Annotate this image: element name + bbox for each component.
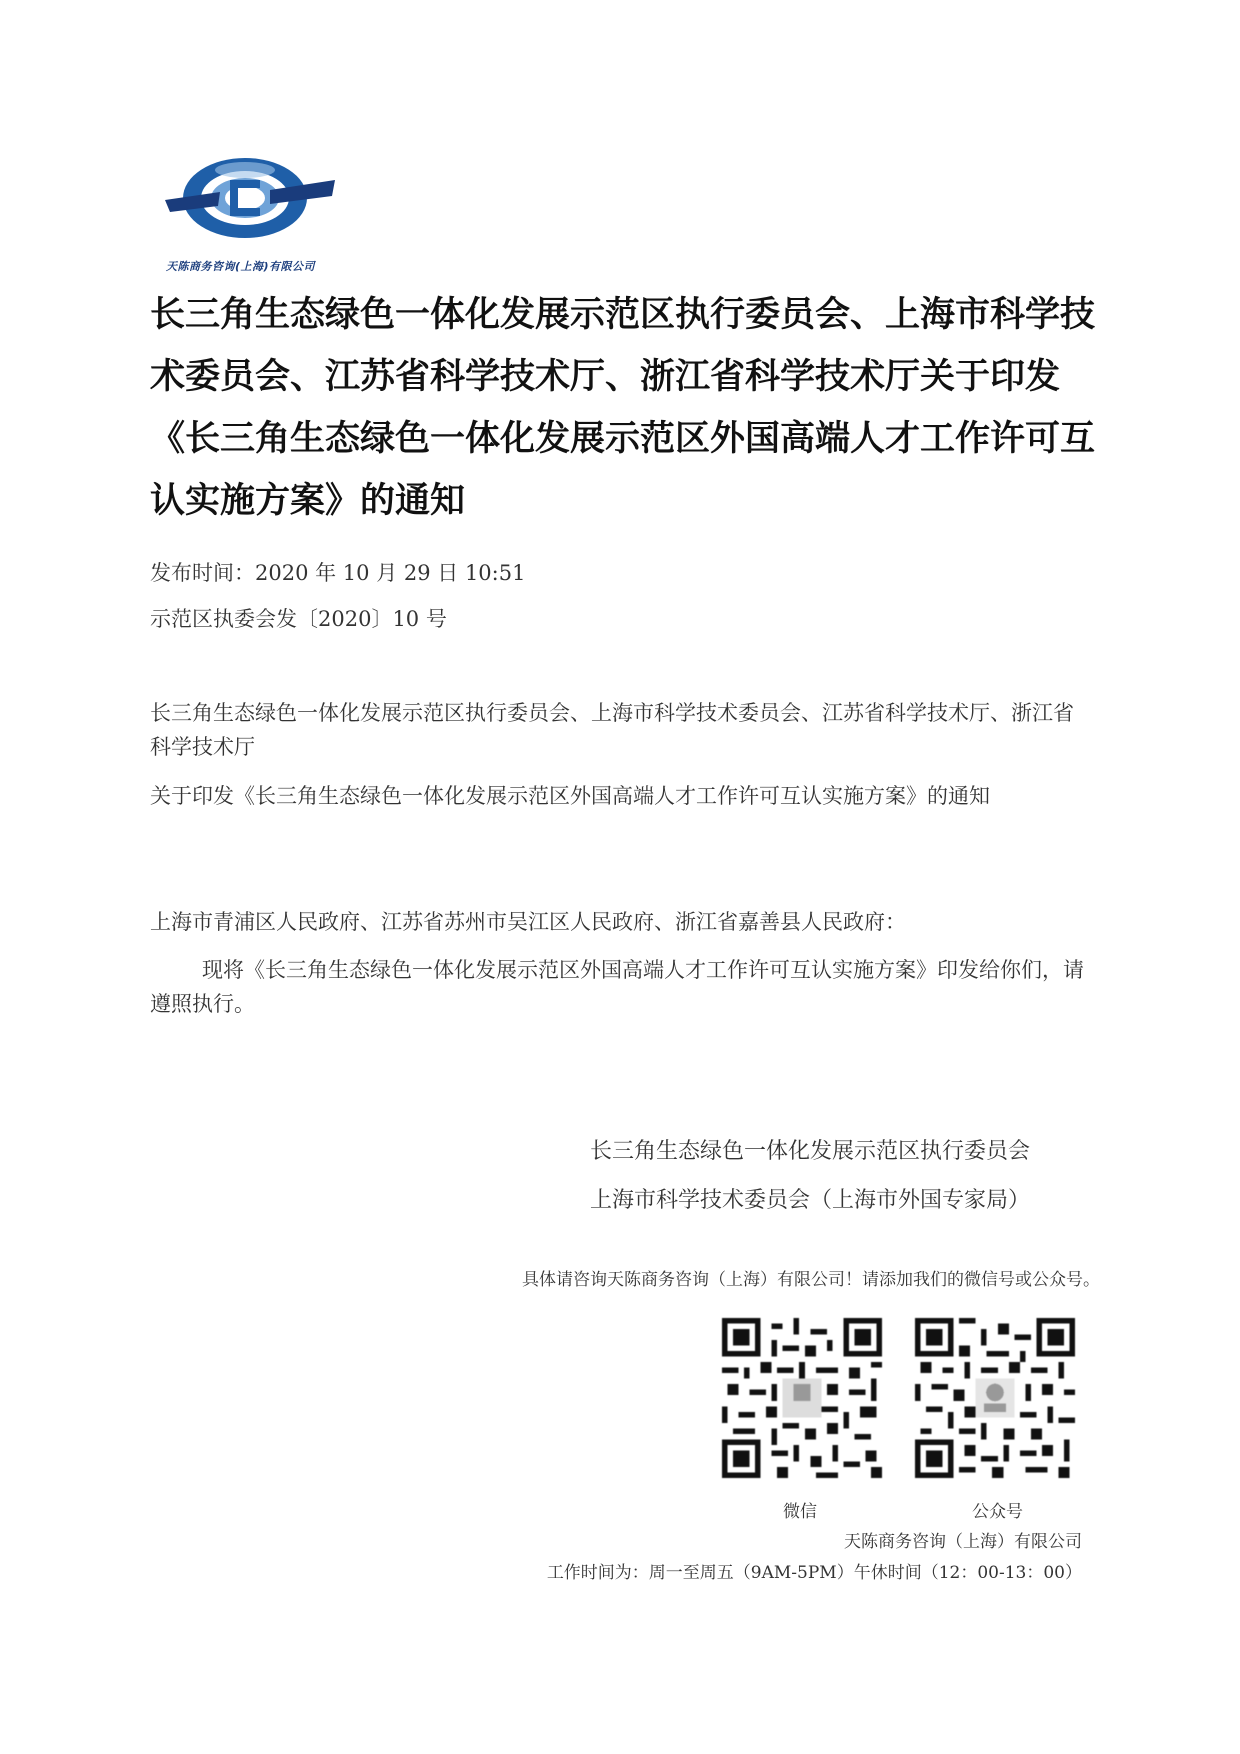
recipients-paragraph: 上海市青浦区人民政府、江苏省苏州市吴江区人民政府、浙江省嘉善县人民政府： xyxy=(150,910,906,934)
footer-company-name: 天陈商务咨询（上海）有限公司 xyxy=(844,1532,1082,1552)
company-logo-text: 天陈商务咨询(上海)有限公司 xyxy=(166,260,316,273)
wechat-qr-code xyxy=(722,1318,882,1478)
qr-code-icon xyxy=(722,1318,882,1478)
wechat-qr-label: 微信 xyxy=(783,1502,817,1522)
document-title: 长三角生态绿色一体化发展示范区执行委员会、上海市科学技术委员会、江苏省科学技术厅、浙江省科学技术厅关于印发《长三角生态绿色一体化发展示范区外国高端人才工作许可互认实施方案》的通知 xyxy=(150,295,1096,521)
issuers-paragraph: 长三角生态绿色一体化发展示范区执行委员会、上海市科学技术委员会、江苏省科学技术厅、浙江省科学技术厅 xyxy=(150,701,1074,759)
signer-2: 上海市科学技术委员会（上海市外国专家局） xyxy=(590,1188,1031,1213)
document-number: 示范区执委会发〔2020〕10 号 xyxy=(150,607,447,631)
subject-paragraph: 关于印发《长三角生态绿色一体化发展示范区外国高端人才工作许可互认实施方案》的通知 xyxy=(150,784,990,808)
official-account-qr-code xyxy=(915,1318,1075,1478)
contact-note: 具体请咨询天陈商务咨询（上海）有限公司！请添加我们的微信号或公众号。 xyxy=(522,1270,1100,1290)
body-paragraph: 现将《长三角生态绿色一体化发展示范区外国高端人才工作许可互认实施方案》印发给你们，请遵照执行。 xyxy=(150,958,1084,1016)
footer-working-hours: 工作时间为：周一至周五（9AM-5PM）午休时间（12：00-13：00） xyxy=(546,1563,1082,1583)
signer-1: 长三角生态绿色一体化发展示范区执行委员会 xyxy=(590,1139,1031,1164)
qr-code-icon xyxy=(915,1318,1075,1478)
logo-emblem-icon xyxy=(160,150,340,260)
publish-time: 发布时间：2020 年 10 月 29 日 10:51 xyxy=(150,561,526,585)
official-account-qr-label: 公众号 xyxy=(972,1502,1023,1522)
company-logo xyxy=(160,150,360,280)
